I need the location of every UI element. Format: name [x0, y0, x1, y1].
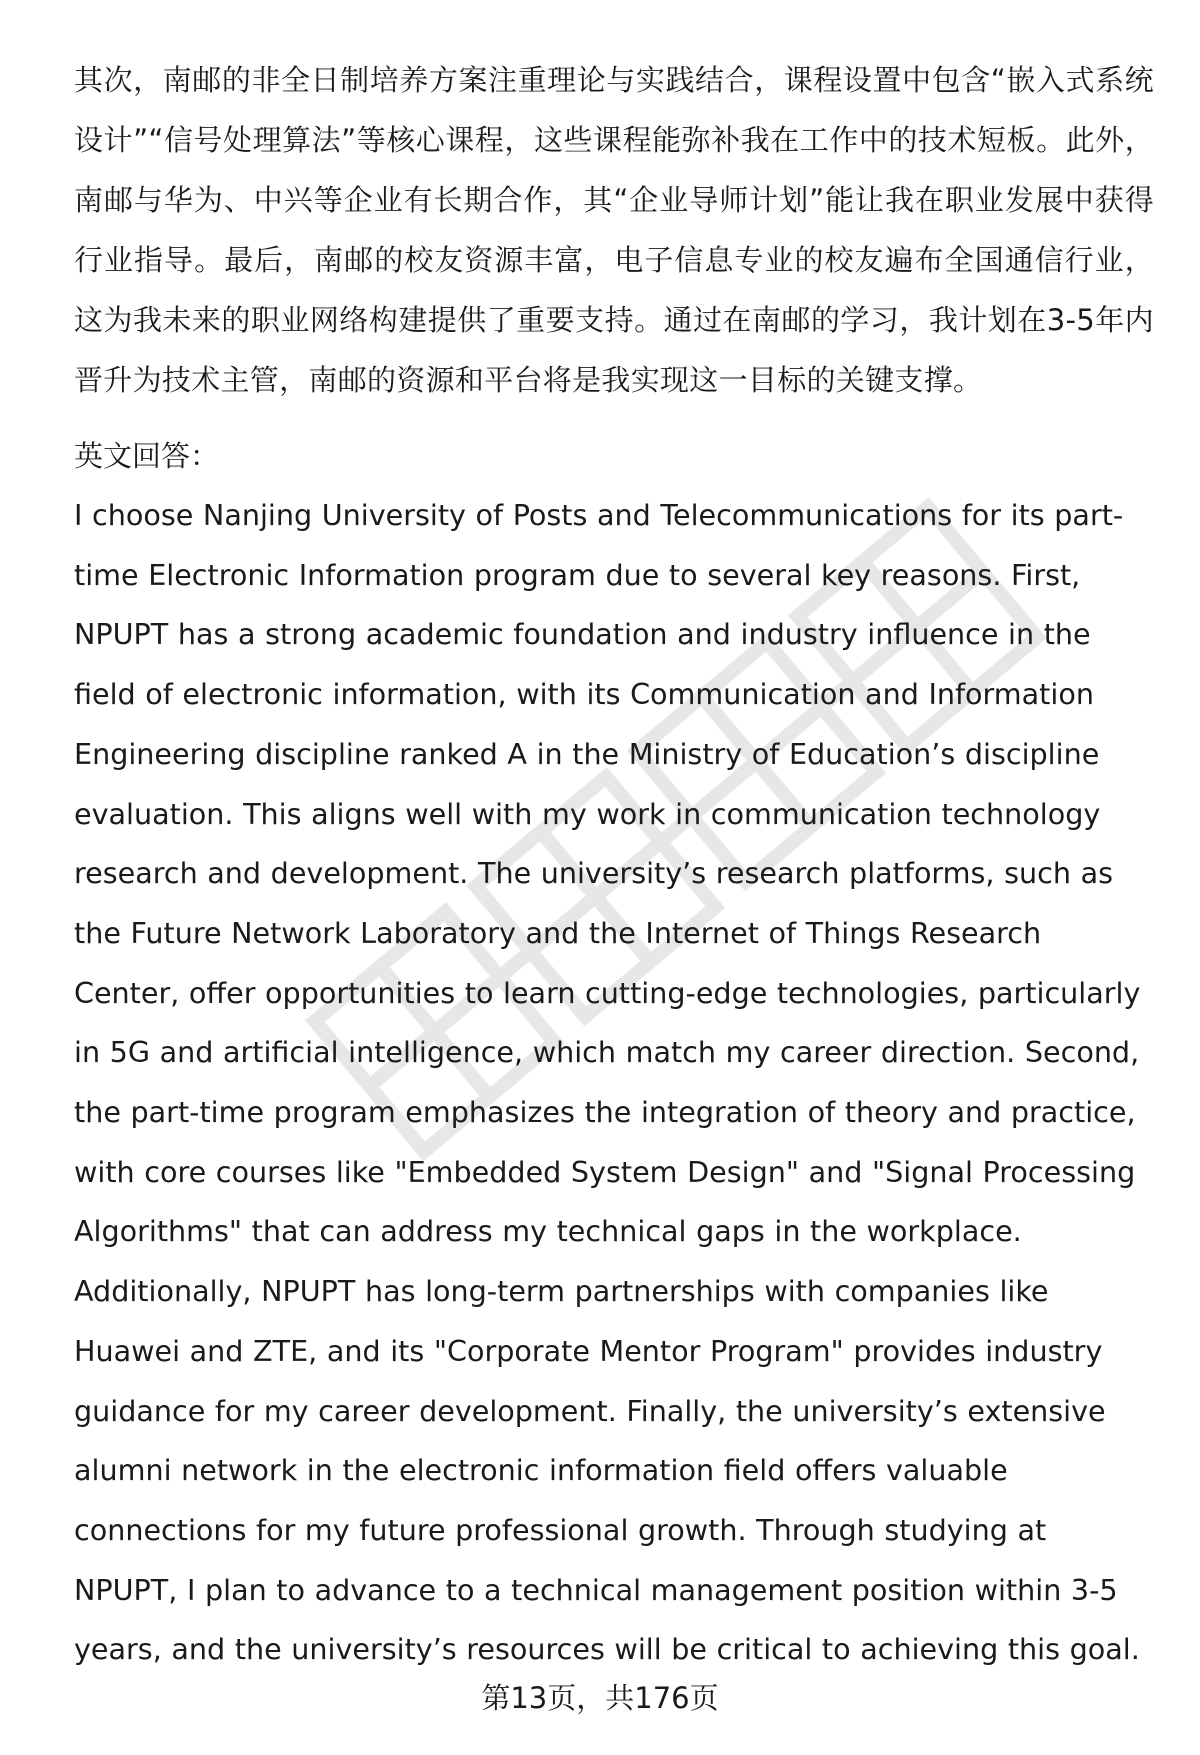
- document-page: [74, 50, 1154, 1680]
- english-answer-label: 英文回答：: [74, 439, 220, 473]
- page-number-footer: 第13页，共176页: [481, 1681, 719, 1715]
- chinese-answer-paragraph: 其次，南邮的非全日制培养方案注重理论与实践结合，课程设置中包含“嵌入式系统设计”“信号处理算法”等核心课程，这些课程能弥补我在工作中的技术短板。此外，南邮与华为、中兴等企业有长期合作，其“企业导师计划”能让我在职业发展中获得行业指导。最后，南邮的校友资源丰富，电子信息专业的校友遍布全国通信行业，这为我未来的职业网络构建提供了重要支持。通过在南邮的学习，我计划在3-5年内晋升为技术主管，南邮的资源和平台将是我实现这一目标的关键支撑。: [74, 63, 1154, 397]
- english-answer-paragraph: I choose Nanjing University of Posts and Telecommunications for its part-time Electronic Information program due to several key reasons. First, NPUPT has a strong academic foundation and industry influence in the field of electronic information, with its Communication and Information Engineering discipline ranked A in the Ministry of Education’s discipline evaluation. This aligns well with my work in communication technology research and development. The university’s research platforms, such as the Future Network Laboratory and the Internet of Things Research Center, offer opportunities to learn cutting-edge technologies, particularly in 5G and artificial intelligence, which match my career direction. Second, the part-time program emphasizes the integration of theory and practice, with core courses like "Embedded System Design" and "Signal Processing Algorithms" that can address my technical gaps in the workplace. Additionally, NPUPT has long-term partnerships with companies like Huawei and ZTE, and its "Corporate Mentor Program" provides industry guidance for my career development. Finally, the university’s extensive alumni network in the electronic information field offers valuable connections for my future professional growth. Through studying at NPUPT, I plan to advance to a technical management position within 3-5 years, and the university’s resources will be critical to achieving this goal.: [74, 498, 1141, 1667]
